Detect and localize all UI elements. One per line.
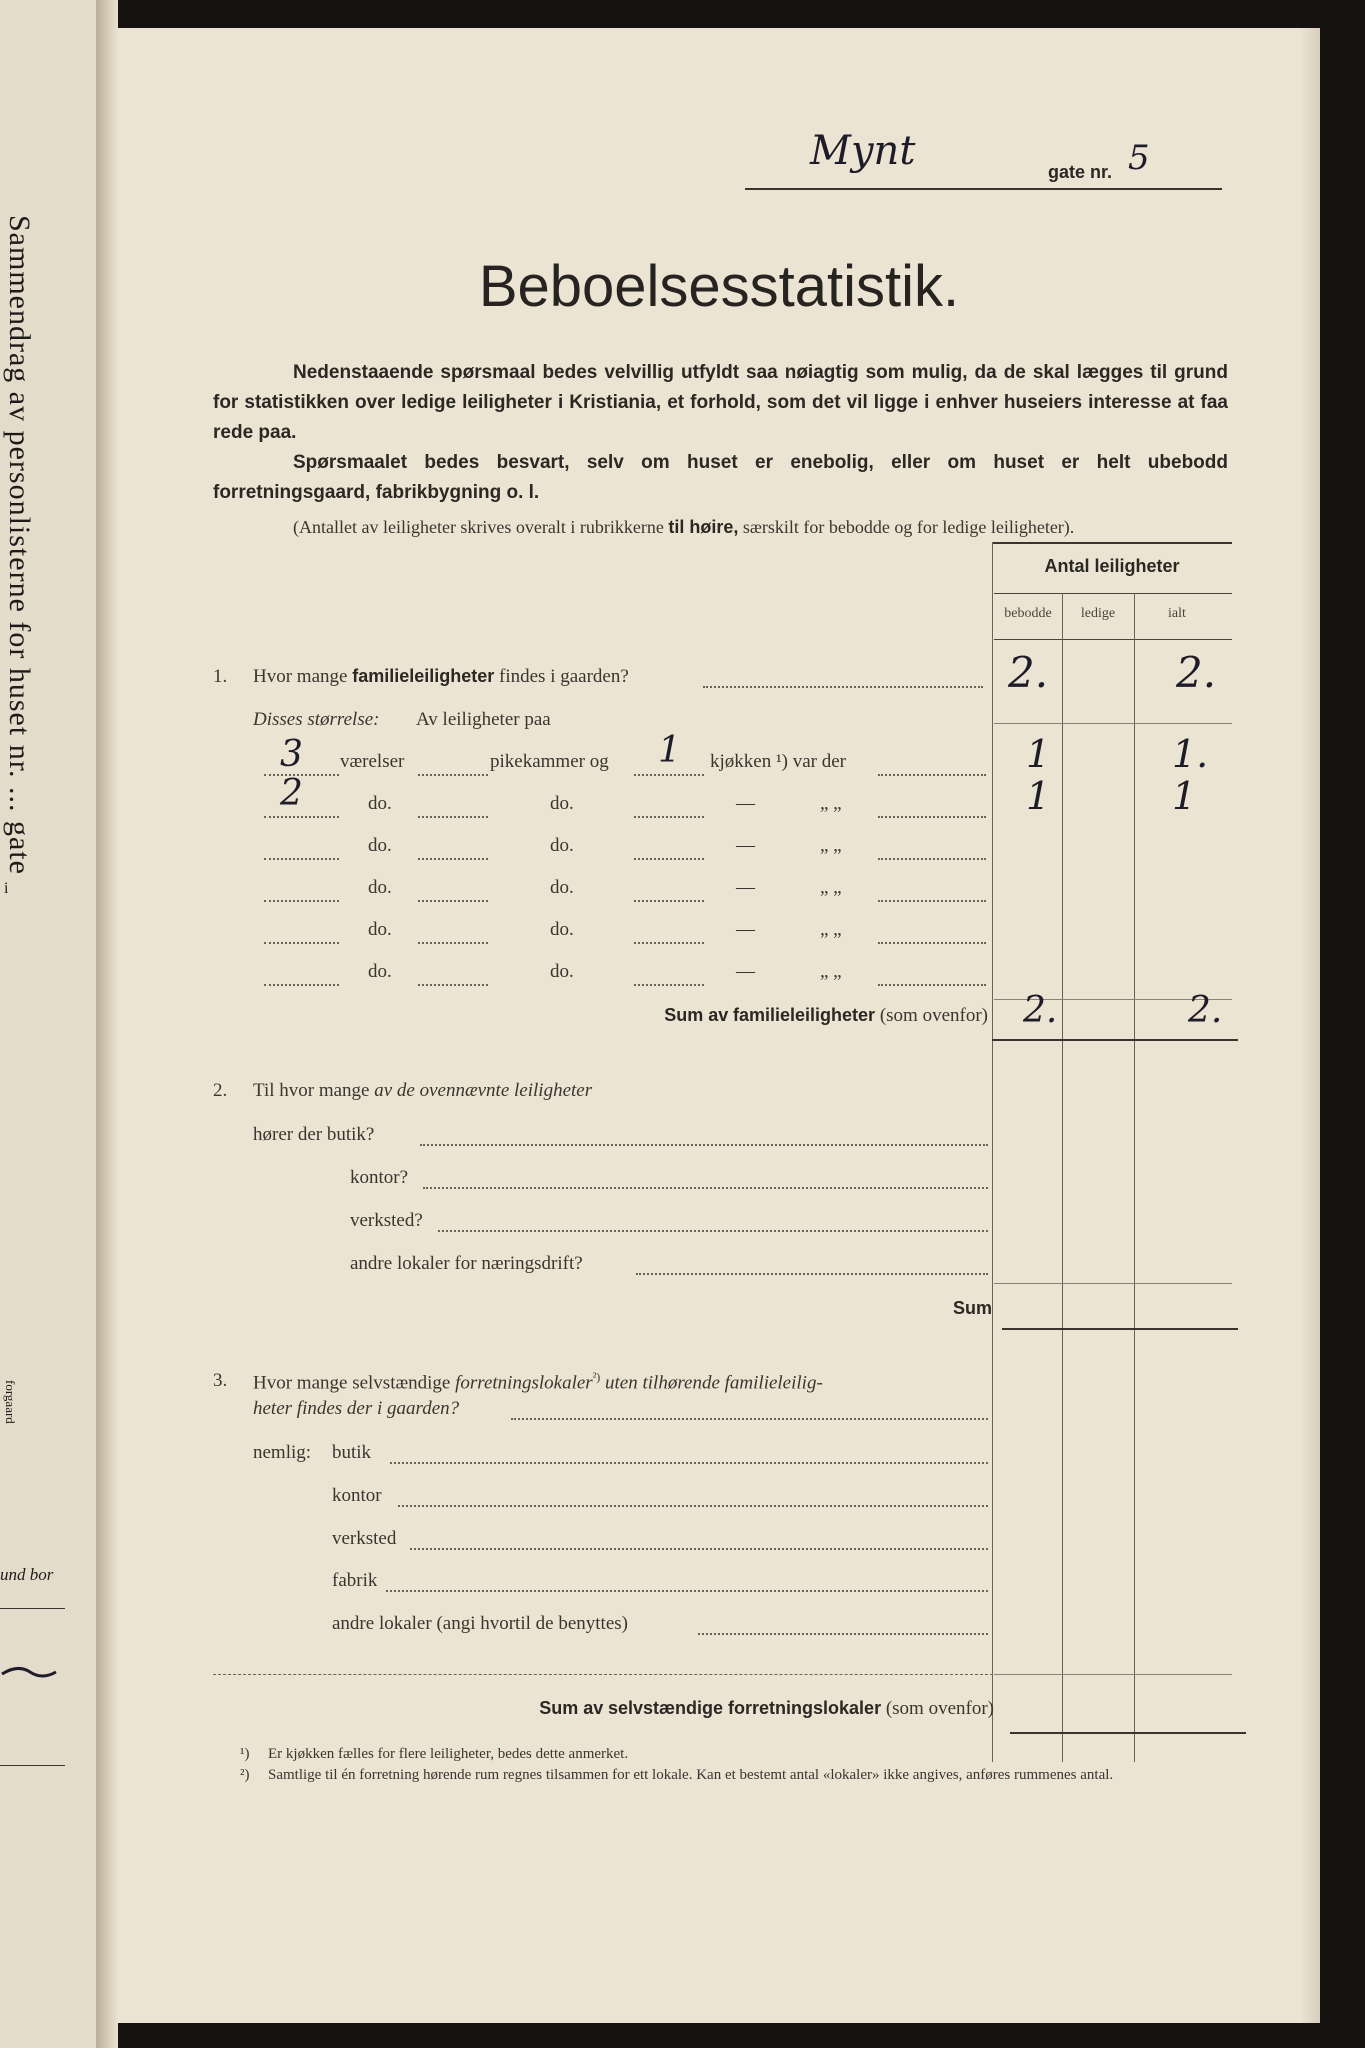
q3-number: 3. <box>213 1370 228 1391</box>
row1-quote: „ „ <box>820 793 842 814</box>
q2-table-rule <box>994 1283 1232 1284</box>
q1-sizes-text: Av leiligheter paa <box>416 709 551 730</box>
row4-label2: do. <box>550 919 574 940</box>
q3-table-rule <box>994 1674 1232 1675</box>
row3-rooms-line <box>264 900 339 902</box>
form-page <box>118 28 1320 2023</box>
q1-dots <box>703 686 983 688</box>
left-page-rule-2 <box>0 1765 65 1766</box>
row5-rooms-line <box>264 984 339 986</box>
row4-label3: — <box>736 919 755 940</box>
left-page-fragment: und bor <box>0 1565 54 1584</box>
left-page-snippet: i <box>4 880 9 897</box>
q3-item-andre: andre lokaler (angi hvortil de benyttes) <box>332 1613 628 1634</box>
footnote-2-mark: ²) <box>240 1767 250 1783</box>
row0-ialt: 1. <box>1172 732 1209 776</box>
row3-label2: do. <box>550 877 574 898</box>
table-header-title: Antal leiligheter <box>1044 556 1180 576</box>
q3-item-butik-dots <box>390 1462 988 1464</box>
q1-sum-bebodde: 2. <box>1023 990 1058 1031</box>
gate-label: gate nr. <box>1048 162 1113 182</box>
q3-item-fabrik: fabrik <box>332 1570 378 1591</box>
row3-dots <box>878 900 986 902</box>
q3-sum-rule <box>1010 1732 1246 1734</box>
table-header-rule <box>994 593 1232 594</box>
q3-item-fabrik-dots <box>386 1590 988 1592</box>
column-ledige: ledige <box>1080 606 1116 621</box>
q2-sum-rule <box>1002 1328 1238 1330</box>
row3-label3: — <box>736 877 755 898</box>
row4-rooms-line <box>264 942 339 944</box>
q2-item-kontor-dots <box>423 1187 988 1189</box>
intro-paragraph-3: (Antallet av leiligheter skrives overalt i rubrikkerne til høire, særskilt for bebodde og for ledige leiligheter). <box>293 517 1075 537</box>
q1-sum-label: Sum av familieleiligheter (som ovenfor) <box>664 1005 988 1026</box>
row0-label1-dots <box>418 774 488 776</box>
column-bebodde: bebodde <box>1004 606 1052 621</box>
table-left-border <box>992 542 993 1762</box>
left-page-rule <box>0 1608 65 1609</box>
q3-item-kontor-dots <box>398 1505 988 1507</box>
row2-label1-dots <box>418 858 488 860</box>
row2-label3: — <box>736 835 755 856</box>
q1-value-bebodde: 2. <box>1008 648 1049 697</box>
row1-kitchen-line <box>634 816 704 818</box>
q1-sizes-label: Disses størrelse: <box>253 709 380 730</box>
house-number-handwritten: 5 <box>1128 138 1150 178</box>
row0-kitchen: 1 <box>658 730 681 771</box>
q3-separator <box>213 1674 993 1675</box>
q2-item-kontor: kontor? <box>350 1167 409 1188</box>
q2-item-verksted-dots <box>438 1230 988 1232</box>
q3-text-line1: Hvor mange selvstændige forretningslokaler$^{^2)}$ uten tilhørende familieleilig- <box>253 1370 823 1394</box>
page-title: Beboelsesstatistik. <box>478 254 960 319</box>
row1-rooms-line <box>264 816 339 818</box>
row4-dots <box>878 942 986 944</box>
row0-label1: værelser <box>340 751 405 772</box>
q2-item-verksted: verksted? <box>350 1210 423 1231</box>
q2-item-butik-dots <box>420 1144 988 1146</box>
q3-item-kontor: kontor <box>332 1485 382 1506</box>
q3-sum-label: Sum av selvstændige forretningslokaler (som ovenfor) <box>539 1698 994 1719</box>
left-page-scribble <box>0 1660 60 1680</box>
row0-bebodde: 1 <box>1026 732 1051 776</box>
row1-label1-dots <box>418 816 488 818</box>
q1-sum-rule <box>992 1039 1238 1041</box>
row1-label1: do. <box>368 793 392 814</box>
street-name-handwritten: Mynt <box>810 128 916 174</box>
intro-paragraph-2: Spørsmaalet bedes besvart, selv om huset er enebolig, eller om huset er helt ubebodd forretningsgaard, fabrikbygning o. l. <box>213 452 1228 503</box>
row5-label1: do. <box>368 961 392 982</box>
footnote-1: Er kjøkken fælles for flere leiligheter, bedes dette anmerket. <box>268 1746 629 1762</box>
footnote-2: Samtlige til én forretning hørende rum regnes tilsammen for ett lokale. Kan et bestemt antal «lokaler» ikke angives, anføres rummenes antal. <box>268 1767 1114 1783</box>
row2-dots <box>878 858 986 860</box>
footnote-1-mark: ¹) <box>240 1746 250 1762</box>
row5-label3: — <box>736 961 755 982</box>
q3-text-line2: heter findes der i gaarden? <box>253 1398 460 1419</box>
row0-rooms: 3 <box>280 734 303 775</box>
row0-kitchen-line <box>634 774 704 776</box>
q3-item-butik: butik <box>332 1442 372 1463</box>
column-ialt: ialt <box>1168 606 1186 621</box>
row1-dots <box>878 816 986 818</box>
row4-label1-dots <box>418 942 488 944</box>
row0-dots <box>878 774 986 776</box>
left-page-small-word: forgaard <box>3 1380 18 1424</box>
q3-line2-dots <box>511 1418 988 1420</box>
row3-kitchen-line <box>634 900 704 902</box>
row4-label1: do. <box>368 919 392 940</box>
q2-item-butik: hører der butik? <box>253 1124 375 1145</box>
row5-label1-dots <box>418 984 488 986</box>
row4-kitchen-line <box>634 942 704 944</box>
row3-label1: do. <box>368 877 392 898</box>
table-column-divider-1 <box>1062 593 1063 1762</box>
q1-number: 1. <box>213 666 228 687</box>
row1-rooms: 2 <box>280 773 303 814</box>
row1-ialt: 1 <box>1172 774 1197 818</box>
q2-item-andre: andre lokaler for næringsdrift? <box>350 1253 583 1274</box>
row2-quote: „ „ <box>820 835 842 856</box>
table-column-divider-2 <box>1134 593 1135 1762</box>
row5-dots <box>878 984 986 986</box>
header-underline <box>745 188 1222 190</box>
row2-rooms-line <box>264 858 339 860</box>
q2-sum-label: Sum <box>952 1298 992 1318</box>
book-gutter <box>96 0 118 2048</box>
row2-kitchen-line <box>634 858 704 860</box>
row1-label2: do. <box>550 793 574 814</box>
row1-label3: — <box>736 793 755 814</box>
q3-item-verksted: verksted <box>332 1528 397 1549</box>
q2-text: Til hvor mange av de ovennævnte leiligheter <box>253 1080 593 1101</box>
row0-label2: pikekammer og <box>490 751 609 772</box>
q3-item-andre-dots <box>698 1633 988 1635</box>
row5-kitchen-line <box>634 984 704 986</box>
left-page-vertical-text: Sammendrag av personlisterne for huset nr. ... gate <box>3 215 36 875</box>
q1-text: Hvor mange familieleiligheter findes i gaarden? <box>253 666 629 687</box>
q3-nemlig: nemlig: <box>253 1442 312 1463</box>
row3-quote: „ „ <box>820 877 842 898</box>
row4-quote: „ „ <box>820 919 842 940</box>
q1-sum-ialt: 2. <box>1188 990 1223 1031</box>
table-columns-rule <box>994 639 1232 640</box>
q1-table-rule-1 <box>994 723 1232 724</box>
q2-item-andre-dots <box>636 1273 988 1275</box>
row2-label2: do. <box>550 835 574 856</box>
q2-number: 2. <box>213 1080 228 1101</box>
table-top-rule <box>992 542 1232 544</box>
row3-label1-dots <box>418 900 488 902</box>
row2-label1: do. <box>368 835 392 856</box>
row5-quote: „ „ <box>820 961 842 982</box>
q3-item-verksted-dots <box>410 1548 988 1550</box>
intro-paragraph-1: Nedenstaaende spørsmaal bedes velvillig utfyldt saa nøiagtig som mulig, da de skal lægges til grund for statistikken over ledige leiligheter i Kristiania, et forhold, som det vil ligge i enhver huseiers interesse at faa rede paa. <box>213 362 1228 443</box>
q1-value-ialt: 2. <box>1176 648 1217 697</box>
row5-label2: do. <box>550 961 574 982</box>
row1-bebodde: 1 <box>1026 774 1051 818</box>
row0-label3: kjøkken ¹) var der <box>710 751 847 772</box>
